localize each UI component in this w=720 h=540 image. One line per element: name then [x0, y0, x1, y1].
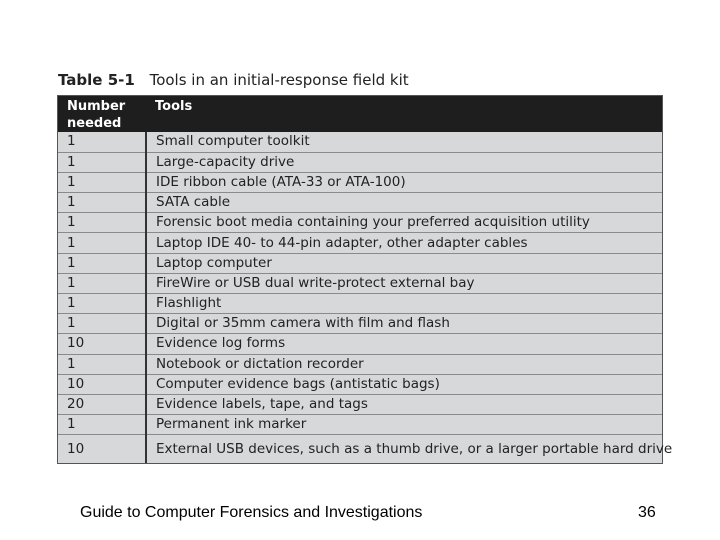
tool-cell: IDE ribbon cable (ATA-33 or ATA-100) — [146, 172, 662, 192]
number-needed-cell: 1 — [58, 294, 146, 314]
number-needed-cell: 10 — [58, 435, 146, 463]
tool-cell: Large-capacity drive — [146, 152, 662, 172]
table-row — [58, 172, 662, 192]
tool-cell: SATA cable — [146, 193, 662, 213]
number-needed-cell: 10 — [58, 374, 146, 394]
number-needed-cell: 1 — [58, 314, 146, 334]
number-needed-cell: 1 — [58, 152, 146, 172]
table-row — [58, 132, 662, 152]
table-row — [58, 394, 662, 414]
tool-cell: Forensic boot media containing your preferred acquisition utility — [146, 213, 662, 233]
number-needed-cell: 1 — [58, 193, 146, 213]
table-row — [58, 193, 662, 213]
footer-book-title: Guide to Computer Forensics and Investigations — [80, 504, 423, 521]
number-needed-cell: 20 — [58, 394, 146, 414]
header-tools: Tools — [146, 96, 662, 132]
tools-table — [57, 95, 673, 464]
table-row — [58, 273, 662, 293]
number-needed-cell: 10 — [58, 334, 146, 354]
table-row — [58, 374, 662, 394]
table-row — [58, 435, 662, 463]
tool-cell: Evidence log forms — [146, 334, 662, 354]
tool-cell: Small computer toolkit — [146, 132, 662, 152]
tool-cell: Computer evidence bags (antistatic bags) — [146, 374, 662, 394]
tool-cell: Flashlight — [146, 294, 662, 314]
page-number: 36 — [638, 504, 656, 521]
table-title: Tools in an initial-response field kit — [149, 71, 409, 89]
number-needed-cell: 1 — [58, 213, 146, 233]
number-needed-cell: 1 — [58, 354, 146, 374]
tool-cell: Evidence labels, tape, and tags — [146, 394, 662, 414]
table-row — [58, 334, 662, 354]
number-needed-cell: 1 — [58, 132, 146, 152]
number-needed-cell: 1 — [58, 415, 146, 435]
table-row — [58, 233, 662, 253]
table-row — [58, 354, 662, 374]
tool-cell: Notebook or dictation recorder — [146, 354, 662, 374]
table-row — [58, 152, 662, 172]
header-number-needed: Number needed — [58, 96, 146, 132]
tool-cell: External USB devices, such as a thumb drive, or a larger portable hard drive — [156, 440, 673, 457]
table-row — [58, 415, 662, 435]
tool-cell: FireWire or USB dual write-protect external bay — [146, 273, 662, 293]
table-row — [58, 213, 662, 233]
tool-cell: Laptop computer — [146, 253, 662, 273]
table-row — [58, 294, 662, 314]
number-needed-cell: 1 — [58, 253, 146, 273]
table-number: Table 5-1 — [58, 71, 135, 89]
table-row — [58, 253, 662, 273]
table-row — [58, 314, 662, 334]
tool-cell: Laptop IDE 40- to 44-pin adapter, other adapter cables — [146, 233, 662, 253]
table-header-row — [58, 96, 662, 132]
number-needed-cell: 1 — [58, 233, 146, 253]
table-caption — [58, 71, 409, 89]
tool-cell: Digital or 35mm camera with film and flash — [146, 314, 662, 334]
number-needed-cell: 1 — [58, 273, 146, 293]
tool-cell: Permanent ink marker — [146, 415, 662, 435]
number-needed-cell: 1 — [58, 172, 146, 192]
